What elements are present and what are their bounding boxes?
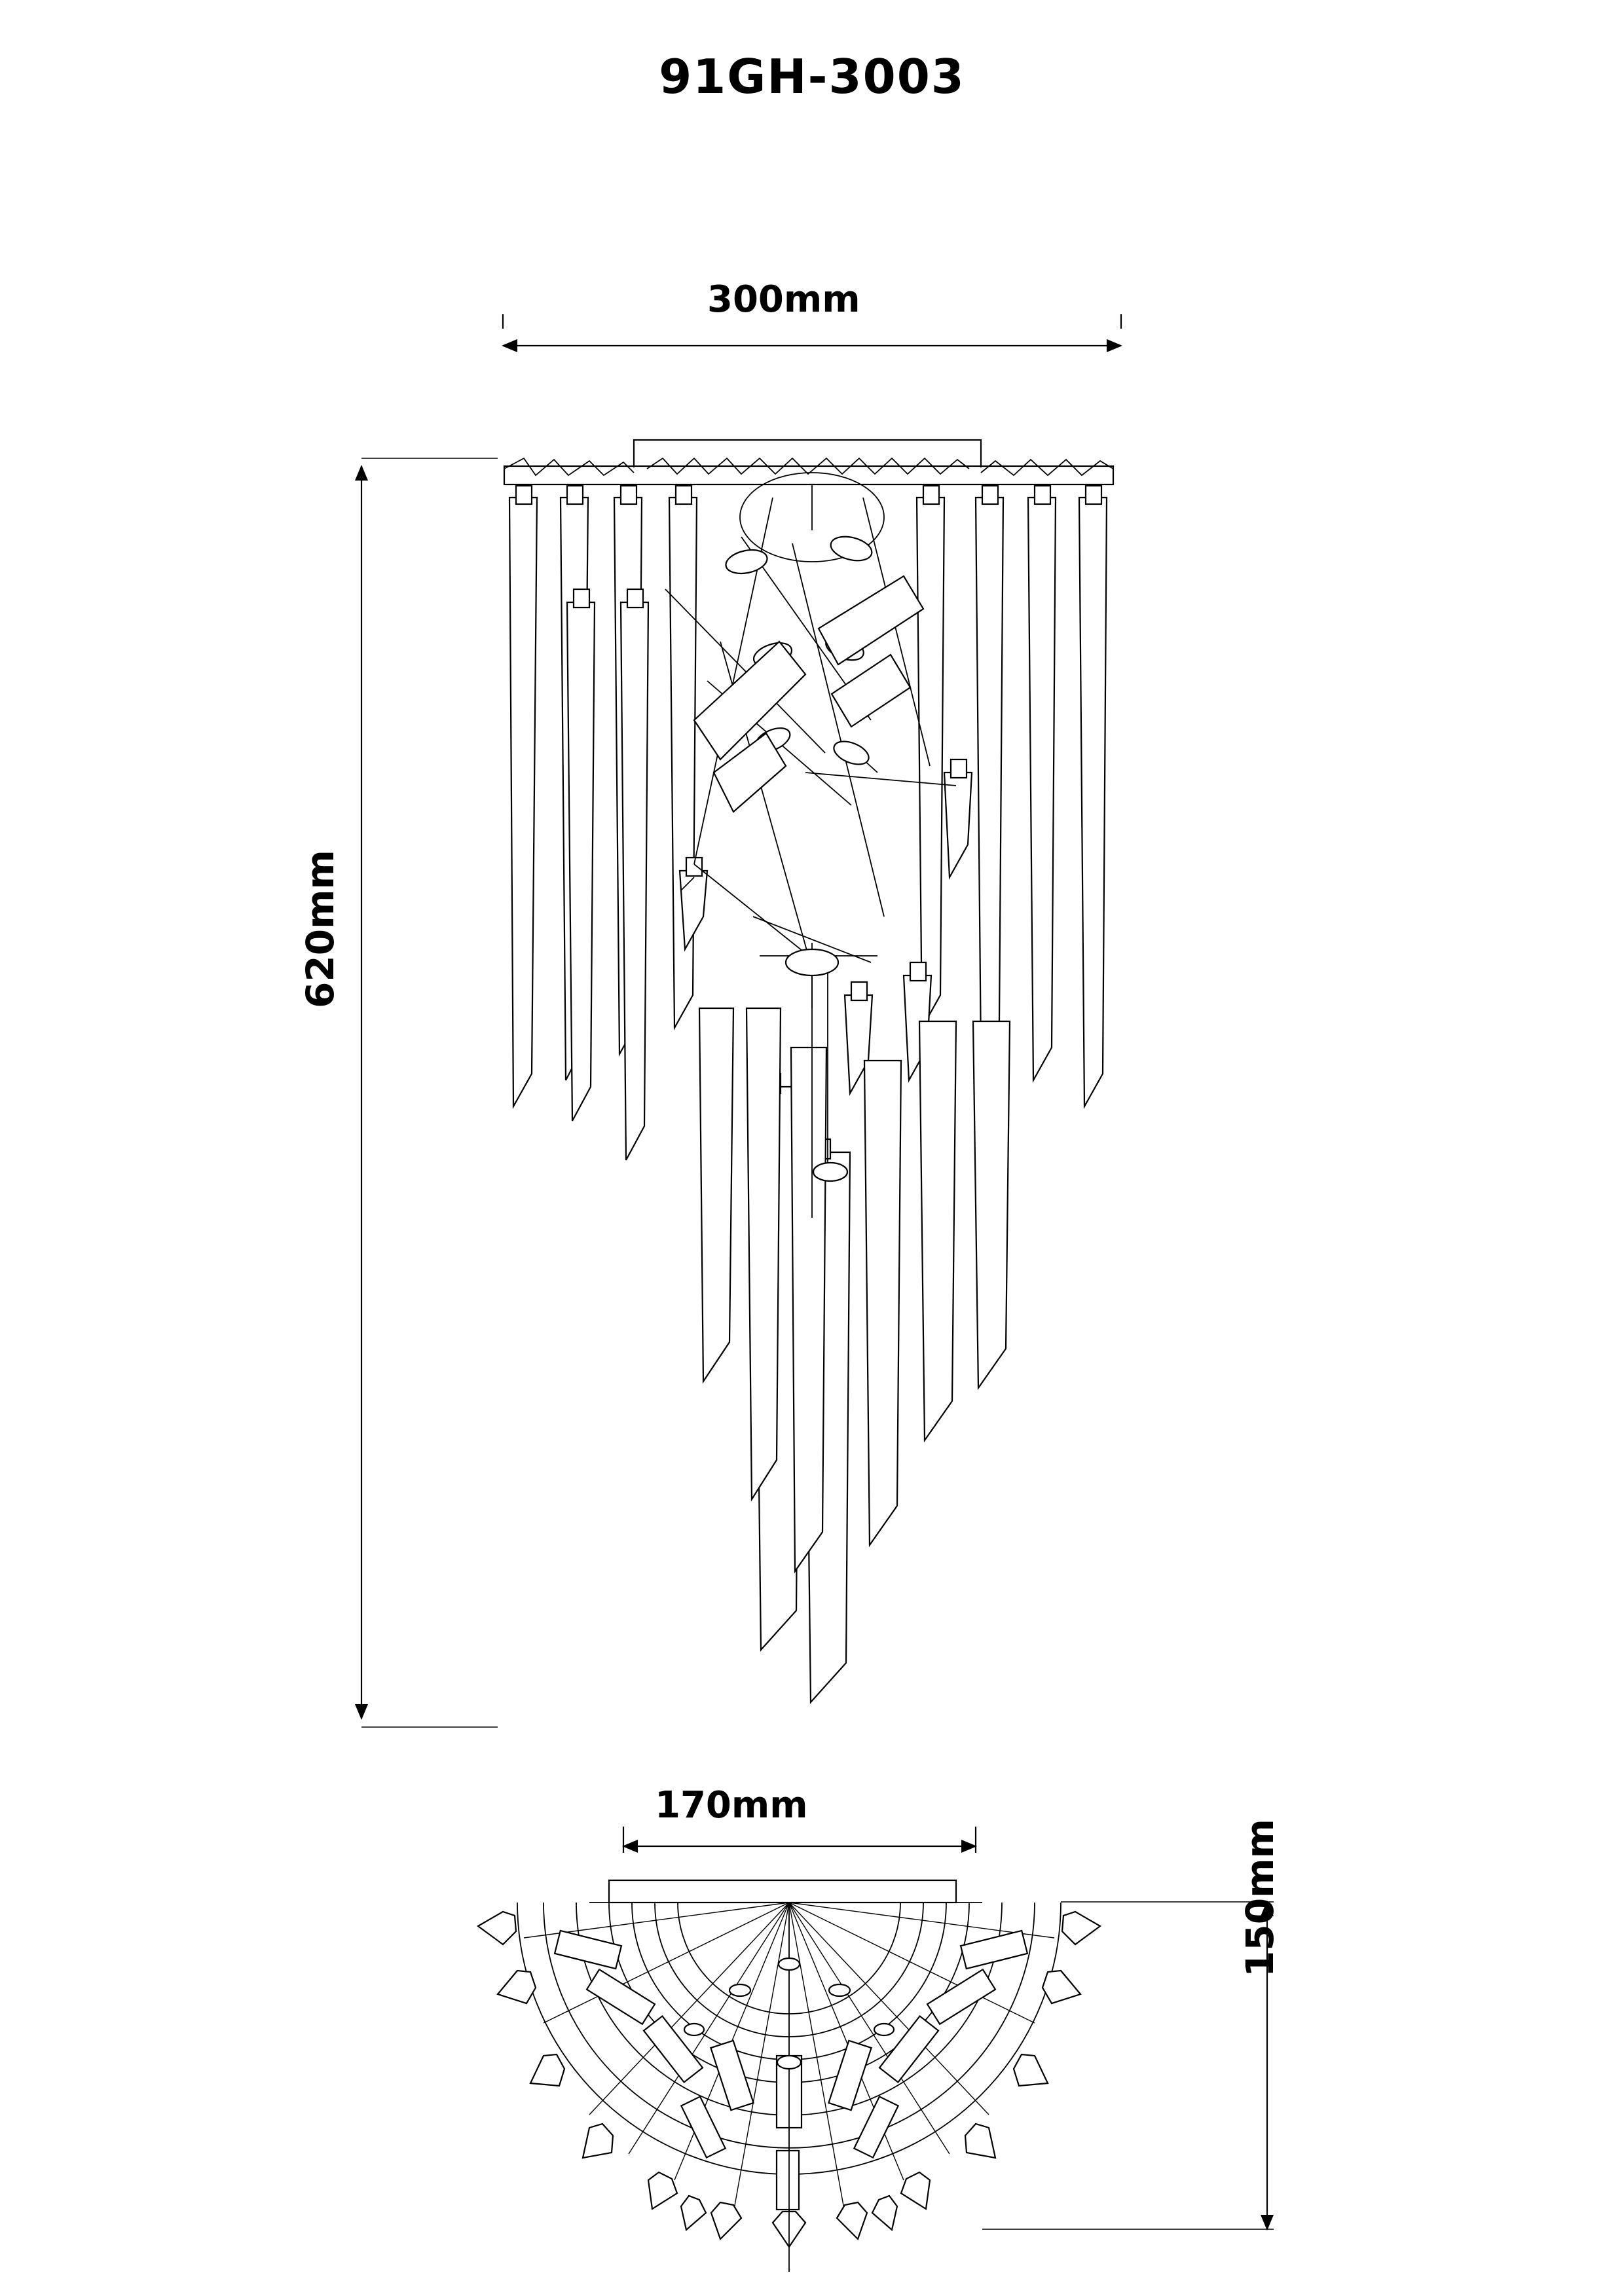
dimension-bottom-width — [623, 1827, 976, 1853]
dimension-bottom-width-label: 170mm — [655, 1784, 808, 1827]
bottom-plan-view — [478, 1880, 1100, 2272]
crystal-blades-row-1 — [509, 486, 1107, 1106]
crystal-blades-row-3 — [699, 1008, 1010, 1702]
dimension-side-height — [361, 458, 498, 1727]
dimension-top-width — [503, 314, 1121, 346]
dimension-top-width-label: 300mm — [707, 278, 860, 321]
page-title: 91GH-3003 — [659, 49, 965, 104]
front-elevation-view — [504, 440, 1113, 1702]
dimension-bottom-height-label: 150mm — [1238, 1819, 1282, 1977]
canopy-plate — [504, 440, 1113, 484]
dimension-side-height-label: 620mm — [298, 850, 342, 1008]
plan-blade-strips — [555, 1931, 1027, 2210]
